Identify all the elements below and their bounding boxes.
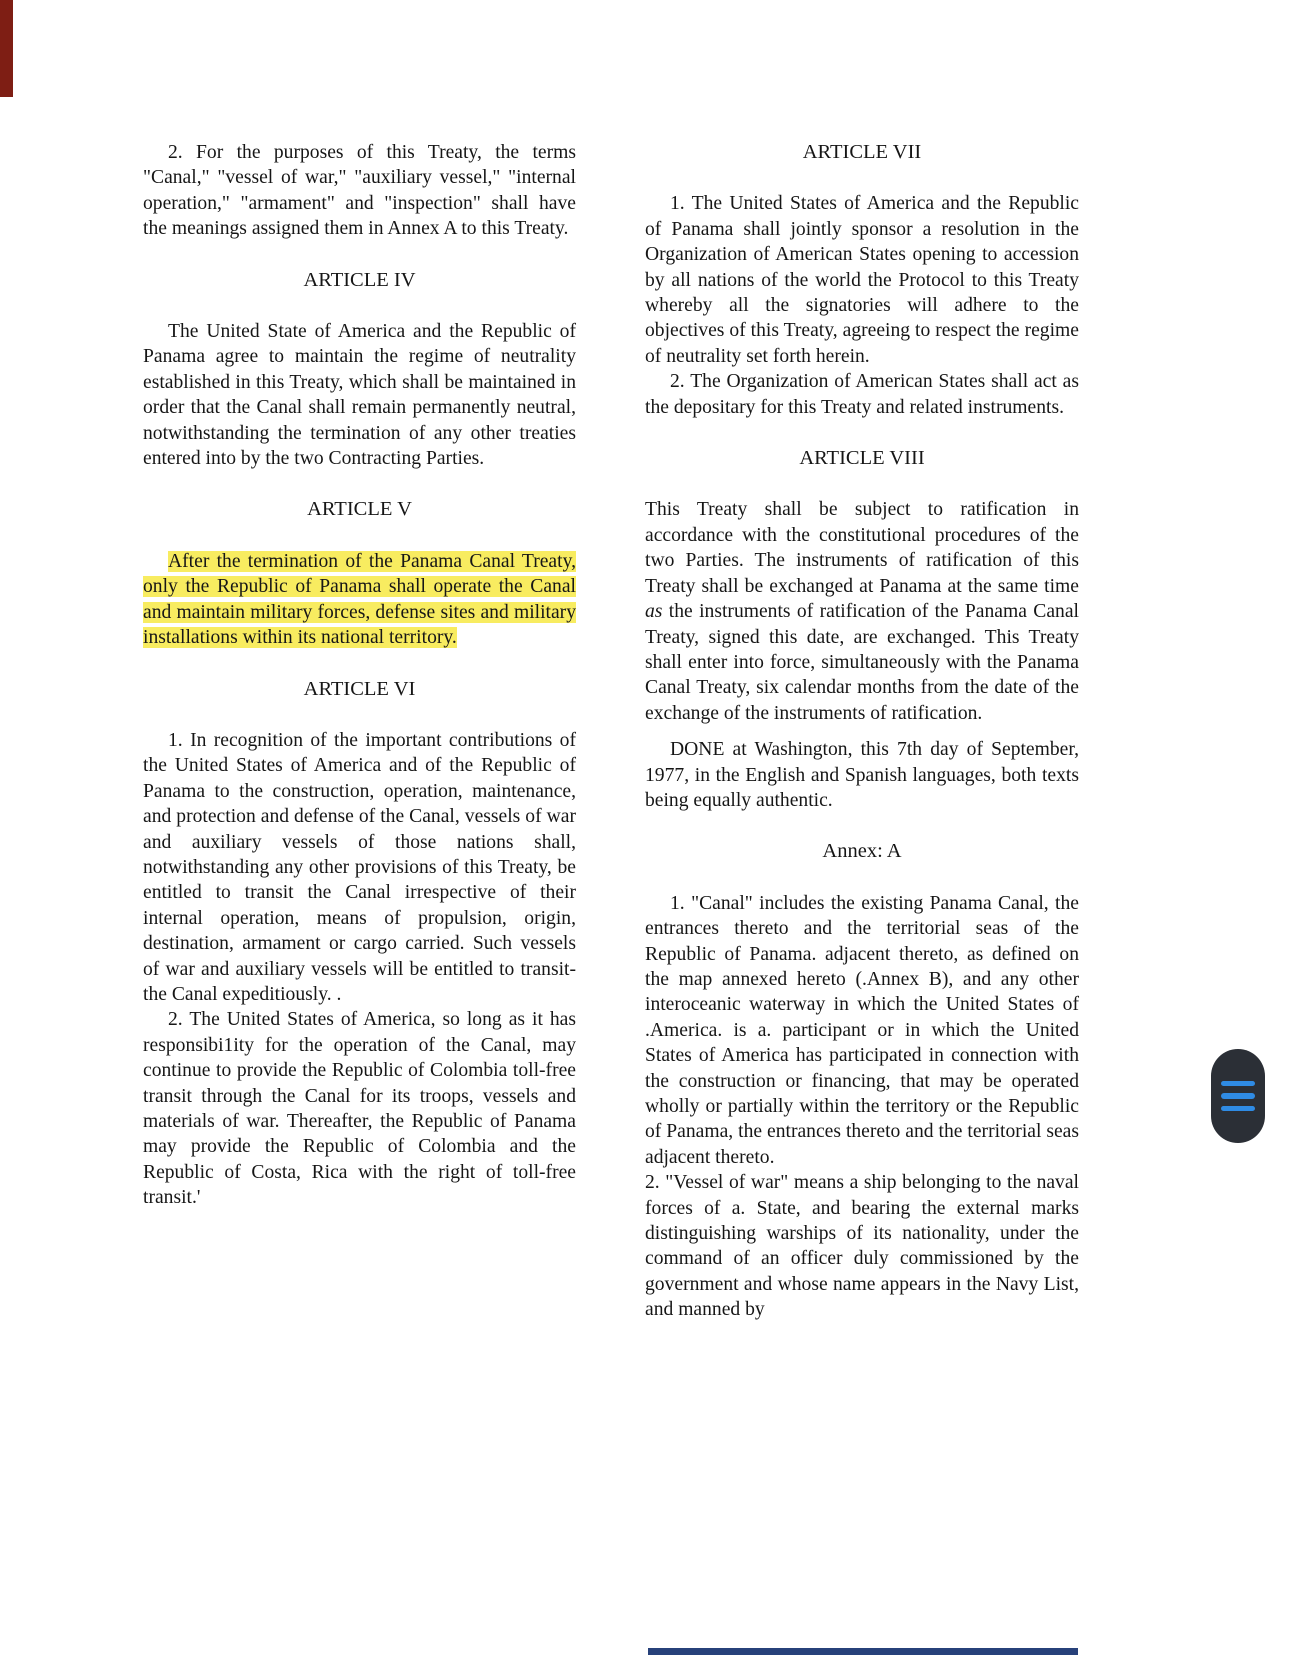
article-heading: ARTICLE IV: [303, 268, 416, 291]
article-heading: Annex: A: [822, 840, 902, 863]
document-column-left: [143, 140, 576, 1211]
paragraph: DONE at Washington, this 7th day of September, 1977, in the English and Spanish languages, both texts being equally authentic.: [645, 739, 1079, 811]
paragraph: 1. In recognition of the important contributions of the United States of America and of the Republic of Panama to the construction, operation, maintenance, and protection and defense of the Canal, vessels of war and auxiliary vessels of those nations shall, notwithstanding any other provisions of this Treaty, be entitled to transit the Canal irrespective of their internal operation, means of propulsion, origin, destination, armament or cargo carried. Such vessels of war and auxiliary vessels will be entitled to transit- the Canal expeditiously. .: [143, 729, 576, 1005]
document-column-right: [645, 140, 1079, 1323]
paragraph: 2. "Vessel of war" means a ship belonging to the naval forces of a. State, and bearing the external marks distinguishing warships of its nationality, under the command of an officer duly commissioned by the government and whose name appears in the Navy List, and manned by: [645, 1172, 1079, 1321]
article-heading: ARTICLE VI: [303, 677, 416, 700]
article-heading: ARTICLE VII: [802, 141, 922, 163]
highlighted-paragraph: After the termination of the Panama Canal Treaty, only the Republic of Panama shall operate the Canal and maintain military forces, defense sites and military installations within its national territory.: [143, 550, 576, 649]
bottom-blue-bar: [648, 1648, 1078, 1655]
paragraph: 2. The Organization of American States shall act as the depositary for this Treaty and related instruments.: [645, 371, 1079, 418]
paragraph: 2. The United States of America, so long as it has responsibi1ity for the operation of the Canal, may continue to provide the Republic of Colombia toll-free transit through the Canal for its troops, vessels and materials of war. Thereafter, the Republic of Panama may provide the Republic of Colombia and the Republic of Costa, Rica with the right of toll-free transit.': [143, 1009, 576, 1209]
paragraph: 1. The United States of America and the Republic of Panama shall jointly sponsor a resolution in the Organization of American States opening to accession by all nations of the world the Protocol to this Treaty whereby all the signatories will adhere to the objectives of this Treaty, agreeing to respect the regime of neutrality set forth herein.: [645, 193, 1079, 367]
paragraph: This Treaty shall be subject to ratification in accordance with the constitutional procedures of the two Parties. The instruments of ratification of this Treaty shall be exchanged at Panama at the same time as the instruments of ratification of the Panama Canal Treaty, signed this date, are exchanged. This Treaty shall enter into force, simultaneously with the Panama Canal Treaty, six calendar months from the date of the exchange of the instruments of ratification.: [645, 499, 1079, 724]
article-heading: ARTICLE VIII: [799, 447, 925, 470]
paragraph: 1. "Canal" includes the existing Panama Canal, the entrances thereto and the territorial seas of the Republic of Panama. adjacent thereto, as defined on the map annexed hereto (.Annex B), and any other interoceanic waterway in which the United States of .America. is a. participant or in which the United States of America has participated in connection with the construction or financing, that may be operated wholly or partially within the territory or the Republic of Panama, the entrances thereto and the territorial seas adjacent thereto.: [645, 892, 1079, 1168]
paragraph: 2. For the purposes of this Treaty, the terms "Canal," "vessel of war," "auxiliary vessel," "internal operation," "armament" and "inspection" shall have the meanings assigned them in Annex A to this Treaty.: [143, 142, 576, 240]
top-left-red-stripe: [0, 0, 13, 97]
floating-menu-button[interactable]: [1211, 1049, 1265, 1143]
paragraph: The United State of America and the Republic of Panama agree to maintain the regime of neutrality established in this Treaty, which shall be maintained in order that the Canal shall remain permanently neutral, notwithstanding the termination of any other treaties entered into by the two Contracting Parties.: [143, 321, 576, 470]
article-heading: ARTICLE V: [307, 498, 412, 521]
